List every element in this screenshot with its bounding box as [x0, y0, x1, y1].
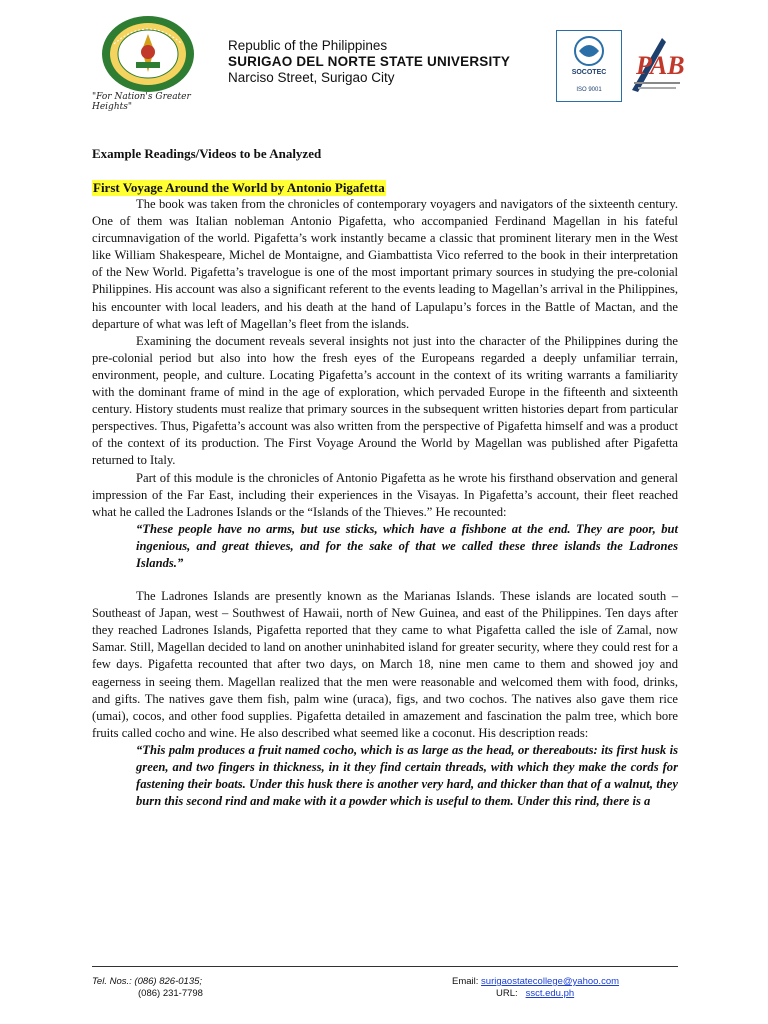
university-seal-icon: [100, 14, 196, 94]
university-motto: "For Nation's Greater Heights": [92, 92, 191, 112]
cert-standard: ISO 9001: [576, 87, 602, 93]
block-quote-1: “These people have no arms, but use sticks, which have a fishbone at the end. They are poor, but ingenious, and great thieves, and for the sake of that we called these three islands the Ladrones Islands.”: [136, 521, 678, 570]
block-quote-2: “This palm produces a fruit named cocho, which is as large as the head, or thereabouts: its first husk is green, and two fingers in thickness, in it they find certain threads, with which they make the cords for fastening their boats. Under this husk there is another very hard, and thicker than that of a walnut, they burn this second rind and make with it a powder which is useful to them. Under this rind, there is a: [136, 742, 678, 809]
tel-number-1: (086) 826-0135;: [134, 976, 203, 987]
cert-name: SOCOTEC: [571, 69, 607, 76]
footer-divider: [92, 966, 678, 967]
website-link[interactable]: ssct.edu.ph: [525, 988, 575, 999]
pab-logo-text: PAB: [636, 51, 685, 80]
section-title: Example Readings/Videos to be Analyzed: [92, 146, 322, 161]
paragraph-1: The book was taken from the chronicles of contemporary voyagers and navigators of the sixteenth century. One of them was Italian nobleman Antonio Pigafetta, who accompanied Ferdinand Magellan in his fateful circumnavigation of the world. Pigafetta’s work instantly became a classic that prominent literary men in the West like William Shakespeare, Michel de Montaigne, and Giambattista Vico referred to the book in their interpretation of the New World. Pigafetta’s travelogue is one of the most important primary sources in studying the pre-colonial Philippines. His account was also a significant referent to the events leading to Magellan’s arrival in the Philippines, his encounter with local leaders, and his death at the hand of Lapulapu’s forces in the Battle of Mactan, and the departure of what was left of Magellan’s fleet from the islands.: [92, 197, 678, 331]
university-name: SURIGAO DEL NORTE STATE UNIVERSITY: [228, 54, 511, 69]
footer-phones: [92, 976, 203, 1000]
footer-contact: [452, 976, 619, 1000]
reading-body: [92, 196, 678, 810]
tel-label: Tel. Nos.:: [92, 976, 132, 987]
paragraph-3: Part of this module is the chronicles of Antonio Pigafetta as he wrote his firsthand observation and general impression of the Far East, including their experiences in the Visayas. In Pigafetta’s account, their fleet reached what he called the Ladrones Islands or the “Islands of the Thieves.” He recounted:: [92, 470, 678, 519]
paragraph-4: The Ladrones Islands are presently known as the Marianas Islands. These islands are located south – Southeast of Japan, west – Southwest of Hawaii, north of New Guinea, and east of the Philippines. Ten days after they reached Ladrones Islands, Pigafetta reported that they came to what Pigafetta called the isle of Zamal, now Samar. Still, Magellan decided to land on another uninhabited island for greater security, where they could rest for a few days. Pigafetta recounted that after two days, on March 18, nine men came to them and showed joy and eagerness in seeing them. Magellan realized that the men were reasonable and welcomed them with food, drinks, and gifts. The natives gave them fish, palm wine (uraca), figs, and two cochos. The natives also gave them rice (umai), cocos, and other food supplies. Pigafetta detailed in amazement and fascination the palm tree, which bore fruits called cocho and wine. He also described what seemed like a coconut. His description reads:: [92, 589, 678, 740]
url-label: URL:: [496, 988, 518, 999]
socotec-emblem-icon: [557, 31, 621, 69]
socotec-certification-logo: [556, 30, 622, 102]
university-address-block: [228, 38, 510, 86]
pab-accreditation-logo: [622, 30, 692, 100]
tel-number-2: (086) 231-7798: [138, 988, 203, 999]
paragraph-2: Examining the document reveals several insights not just into the character of the Philippines during the pre-colonial period but also into how the fresh eyes of the Europeans regarded a deeply unfamiliar terrain, environment, people, and culture. Locating Pigafetta’s account in the context of its writing warrants a familiarity with the dominant frame of mind in the age of exploration, which pervaded Europe in the fifteenth and sixteenth century. History students must realize that primary sources in the subsequent written histories depart from particular perspectives. Thus, Pigafetta’s account was also written from the perspective of Pigafetta himself and was a product of the context of its production. The First Voyage Around the World by Magellan was published after Pigafetta returned to Italy.: [92, 333, 678, 468]
country-line: Republic of the Philippines: [228, 38, 388, 53]
reading-title: First Voyage Around the World by Antonio Pigafetta: [93, 180, 385, 195]
letterhead: [0, 0, 768, 115]
spacer: [92, 572, 678, 588]
email-link[interactable]: surigaostatecollege@yahoo.com: [481, 976, 620, 987]
university-address: Narciso Street, Surigao City: [228, 70, 395, 85]
email-label: Email:: [452, 976, 479, 987]
